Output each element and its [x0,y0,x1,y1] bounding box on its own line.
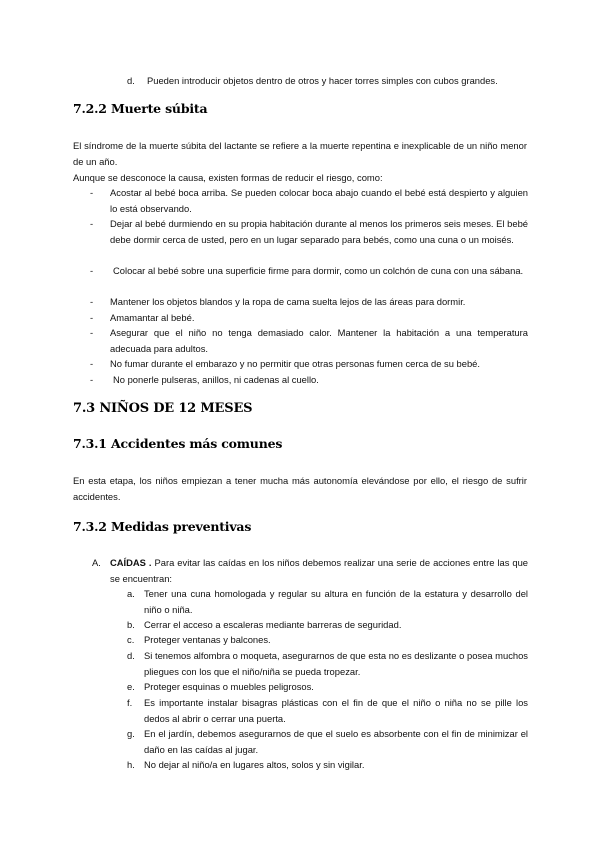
sublist-marker: a. [127,588,135,599]
bullet-item: Asegurar que el niño no tenga demasiado calor. Mantener la habitación a una temperatura adecuada para adultos. [110,327,528,354]
bullet-dash: - [90,218,94,229]
sublist-marker: e. [127,681,135,692]
paragraph: Aunque se desconoce la causa, existen formas de reducir el riesgo, como: [73,172,383,183]
sublist-item: Proteger esquinas o muebles peligrosos. [144,681,314,692]
section-heading-7-3-2: 7.3.2 Medidas preventivas [73,519,252,534]
bullet-item: Colocar al bebé sobre una superficie firme para dormir, como un colchón de cuna con una sábana. [113,265,524,276]
bullet-dash: - [90,296,94,307]
list-item-title: CAÍDAS . [110,557,152,568]
sublist-item: Cerrar el acceso a escaleras mediante barreras de seguridad. [144,619,402,630]
bullet-dash: - [90,327,94,338]
sublist-marker: d. [127,650,135,661]
paragraph: El síndrome de la muerte súbita del lactante se refiere a la muerte repentina e inexplicable de un niño menor de un año. [73,140,527,167]
list-item-text: Para evitar las caídas en los niños debemos realizar una serie de acciones entre las que se encuentran: [110,557,528,584]
sublist-marker: b. [127,619,135,630]
sublist-item: No dejar al niño/a en lugares altos, solos y sin vigilar. [144,759,365,770]
sublist-marker: g. [127,728,135,739]
sublist-item: Si tenemos alfombra o moqueta, asegurarnos de que esta no es deslizante o posea muchos pliegues con los que el niño/niña se pueda tropezar. [144,650,528,677]
bullet-item: No fumar durante el embarazo y no permitir que otras personas fumen cerca de su bebé. [110,358,480,369]
sublist-item: Tener una cuna homologada y regular su altura en función de la estatura y desarrollo del niño o niña. [144,588,528,615]
bullet-item: No ponerle pulseras, anillos, ni cadenas al cuello. [113,374,319,385]
section-heading-7-3: 7.3 NIÑOS DE 12 MESES [73,401,253,416]
bullet-dash: - [90,358,94,369]
list-item-text: Pueden introducir objetos dentro de otros y hacer torres simples con cubos grandes. [147,75,498,86]
list-marker-upper: A. [92,557,101,568]
sublist-item: Proteger ventanas y balcones. [144,634,271,645]
bullet-dash: - [90,265,94,276]
list-marker: d. [127,75,135,86]
bullet-dash: - [90,374,94,385]
bullet-item: Dejar al bebé durmiendo en su propia habitación durante al menos los primeros seis meses. El bebé debe dormir cerca de usted, pero en un lugar separado para bebés, como una cuna o un moisés. [110,218,528,245]
bullet-item: Amamantar al bebé. [110,312,195,323]
sublist-marker: c. [127,634,135,645]
bullet-item: Mantener los objetos blandos y la ropa de cama suelta lejos de las áreas para dormir. [110,296,466,307]
bullet-dash: - [90,312,94,323]
section-heading-7-2-2: 7.2.2 Muerte súbita [73,101,208,116]
bullet-item: Acostar al bebé boca arriba. Se pueden colocar boca abajo cuando el bebé está despierto y alguien lo está observando. [110,187,528,214]
sublist-marker: f. [127,697,133,708]
bullet-dash: - [90,187,94,198]
sublist-item: Es importante instalar bisagras plásticas con el fin de que el niño o niña no se pille los dedos al abrir o cerrar una puerta. [144,697,528,724]
paragraph: En esta etapa, los niños empiezan a tener mucha más autonomía elevándose por ello, el riesgo de sufrir accidentes. [73,475,527,502]
list-item-caidas [110,555,528,586]
sublist-marker: h. [127,759,135,770]
sublist-item: En el jardín, debemos asegurarnos de que el suelo es absorbente con el fin de minimizar el daño en las caídas al jugar. [144,728,528,755]
section-heading-7-3-1: 7.3.1 Accidentes más comunes [73,436,283,451]
